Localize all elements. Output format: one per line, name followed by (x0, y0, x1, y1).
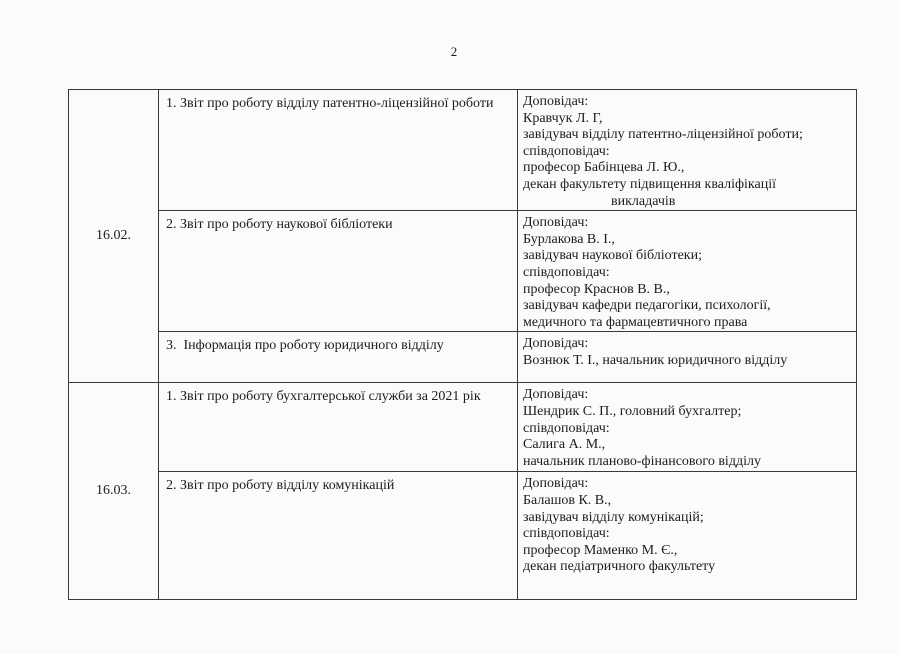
speaker-line: співдоповідач: (523, 143, 610, 159)
speaker-line: Вознюк Т. І., начальник юридичного відділу (523, 352, 788, 368)
speaker-line: співдоповідач: (523, 526, 610, 542)
speaker-line: декан факультету підвищення кваліфікації (523, 176, 777, 192)
speaker-line: співдоповідач: (523, 420, 610, 436)
agenda-topic: 3. Інформація про роботу юридичного відділу (159, 332, 518, 383)
speaker-line: Доповідач: (523, 476, 589, 492)
speaker-line: професор Маменко М. Є., (523, 542, 678, 558)
speaker-line: професор Бабінцева Л. Ю., (523, 160, 685, 176)
table-row (69, 211, 857, 332)
speaker-line: Доповідач: (523, 215, 589, 231)
speaker-cell (518, 472, 857, 600)
session-date: 16.03. (69, 383, 159, 600)
speaker-line: викладачів (611, 193, 676, 209)
table-row (69, 90, 857, 211)
speaker-line: медичного та фармацевтичного права (523, 314, 748, 330)
speaker-cell (518, 332, 857, 383)
session-date: 16.02. (69, 90, 159, 383)
speaker-line: Шендрик С. П., головний бухгалтер; (523, 403, 742, 419)
agenda-topic: 1. Звіт про роботу відділу патентно-ліцензійної роботи (159, 90, 518, 211)
speaker-line: співдоповідач: (523, 264, 610, 280)
speaker-line: Доповідач: (523, 387, 589, 403)
council-schedule-table (68, 89, 857, 600)
agenda-topic: 1. Звіт про роботу бухгалтерської служби за 2021 рік (159, 383, 518, 472)
speaker-cell (518, 383, 857, 472)
speaker-cell (518, 90, 857, 211)
speaker-line: завідувач наукової бібліотеки; (523, 248, 702, 264)
speaker-line: Кравчук Л. Г, (523, 110, 603, 126)
speaker-line: завідувач кафедри педагогіки, психології, (523, 298, 771, 314)
speaker-line: Балашов К. В., (523, 492, 612, 508)
agenda-topic: 2. Звіт про роботу наукової бібліотеки (159, 211, 518, 332)
table-row (69, 383, 857, 472)
speaker-line: Доповідач: (523, 336, 589, 352)
agenda-topic: 2. Звіт про роботу відділу комунікацій (159, 472, 518, 600)
speaker-cell (518, 211, 857, 332)
speaker-line: завідувач відділу комунікацій; (523, 509, 704, 525)
speaker-line: Салига А. М., (523, 437, 606, 453)
speaker-line: професор Краснов В. В., (523, 281, 670, 297)
table-row (69, 332, 857, 383)
speaker-line: декан педіатричного факультету (523, 559, 716, 575)
speaker-line: Бурлакова В. І., (523, 231, 615, 247)
table-row (69, 472, 857, 600)
page-number: 2 (450, 44, 458, 59)
speaker-line: завідувач відділу патентно-ліцензійної роботи; (523, 127, 803, 143)
speaker-line: Доповідач: (523, 94, 589, 109)
speaker-line: начальник планово-фінансового відділу (523, 453, 761, 469)
